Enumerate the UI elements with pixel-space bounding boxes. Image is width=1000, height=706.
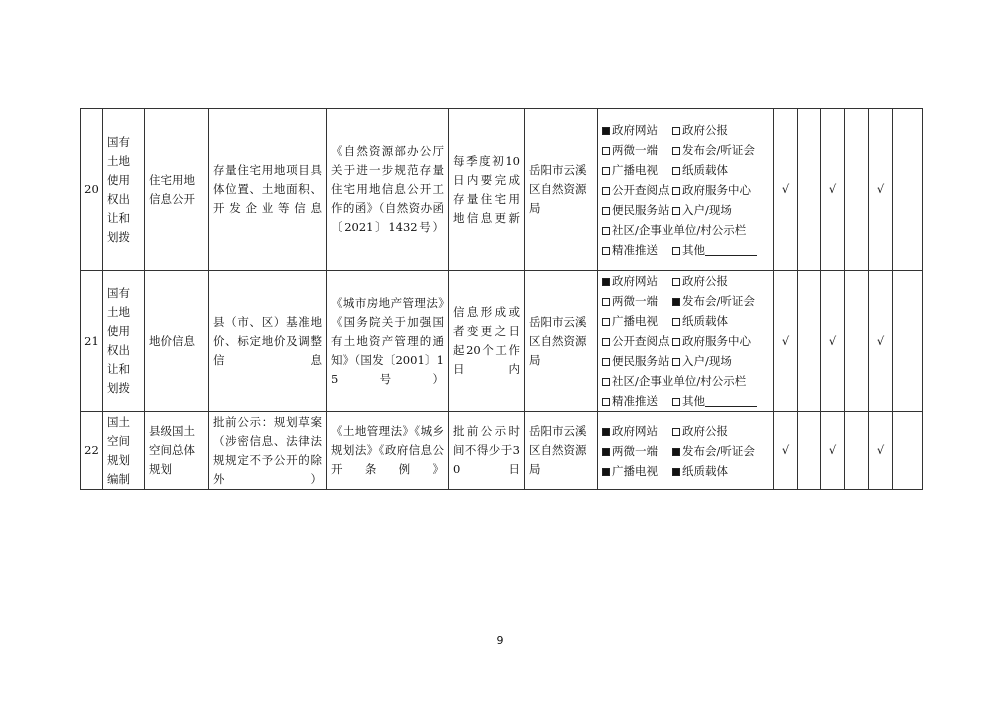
channel-line: [602, 291, 769, 311]
channel-line: [602, 140, 769, 160]
unchecked-box-icon: [602, 378, 610, 386]
channel-line: [602, 271, 769, 291]
channel-option: [602, 421, 672, 441]
channel-line: [602, 220, 769, 240]
channel-option: [602, 140, 672, 160]
channel-option: [672, 441, 755, 461]
checkmark-cell: [821, 109, 845, 271]
category-cell: [103, 109, 145, 271]
unchecked-box-icon: [602, 318, 610, 326]
unchecked-box-icon: [672, 358, 680, 366]
fill-in-blank: [705, 243, 757, 256]
channel-option: [602, 160, 672, 180]
row-number-text: 21: [84, 333, 99, 348]
channel-option-label: 两微一端: [612, 294, 658, 308]
row-number: [81, 412, 103, 490]
item-cell: [145, 109, 209, 271]
channel-option-label: 入户/现场: [682, 354, 732, 368]
basis-cell-text: 《土地管理法》《城乡规划法》《政府信息公开条例》: [331, 424, 444, 476]
unchecked-box-icon: [672, 318, 680, 326]
agency-cell-text: 岳阳市云溪区自然资源局: [529, 424, 587, 476]
agency-cell-text: 岳阳市云溪区自然资源局: [529, 163, 587, 215]
unchecked-box-icon: [602, 207, 610, 215]
channel-option: [602, 311, 672, 331]
channel-line: [602, 160, 769, 180]
channel-line: [602, 391, 769, 411]
channel-option: [672, 140, 755, 160]
channel-cell: [598, 271, 774, 412]
channel-option-label: 广播电视: [612, 162, 658, 177]
item-cell-text: 县级国土空间总体规划: [149, 424, 195, 476]
channel-option-label: 纸质载体: [682, 314, 728, 328]
basis-cell-text: 《城市房地产管理法》《国务院关于加强国有土地资产管理的通知》（国发〔2001〕15号）: [331, 295, 444, 386]
channel-line: [602, 351, 769, 371]
channel-option-label: 广播电视: [612, 463, 658, 478]
content-cell: [209, 271, 327, 412]
content-cell: [209, 412, 327, 490]
channel-option-label: 政府网站: [612, 423, 658, 438]
channel-line: [602, 200, 769, 220]
category-cell: [103, 412, 145, 490]
checkmark-cell: [845, 109, 869, 271]
channel-option-label: 社区/企事业单位/村公示栏: [612, 222, 747, 237]
checkmark-cell-text: √: [876, 333, 885, 348]
unchecked-box-icon: [602, 187, 610, 195]
channel-line: [602, 180, 769, 200]
time-limit-cell-text: 每季度初10日内要完成存量住宅用地信息更新: [453, 153, 520, 225]
checkmark-cell: [893, 412, 923, 490]
fill-in-blank: [705, 394, 757, 407]
unchecked-box-icon: [672, 187, 680, 195]
checked-box-icon: [602, 127, 610, 135]
page-number: 9: [496, 634, 504, 647]
channel-option-label: 发布会/听证会: [682, 443, 755, 458]
channel-line: [602, 311, 769, 331]
checkmark-cell: [821, 412, 845, 490]
channel-option: [602, 180, 672, 200]
checkmark-cell: [821, 271, 845, 412]
category-cell-text: 国有土地使用权出让和划拨: [107, 134, 130, 244]
channel-line: [602, 331, 769, 351]
channel-option-label: 政府公报: [682, 274, 728, 288]
checkmark-cell: [774, 109, 798, 271]
unchecked-box-icon: [602, 247, 610, 255]
unchecked-box-icon: [602, 338, 610, 346]
channel-option-label: 便民服务站: [612, 354, 670, 368]
checkmark-cell-text: √: [876, 443, 885, 457]
channel-option: [602, 240, 672, 260]
channel-line: [602, 421, 769, 441]
item-cell: [145, 271, 209, 412]
row-number: [81, 271, 103, 412]
checked-box-icon: [672, 468, 680, 476]
checkmark-cell-text: √: [781, 333, 790, 348]
channel-option: [602, 200, 672, 220]
channel-option: [602, 291, 672, 311]
checked-box-icon: [602, 448, 610, 456]
channel-option: [672, 160, 742, 180]
checkmark-cell: [798, 271, 821, 412]
channel-line: [602, 371, 769, 391]
channel-option-label: 政府网站: [612, 122, 658, 137]
channel-option: [672, 331, 751, 351]
channel-option: [672, 240, 742, 260]
agency-cell: [525, 412, 598, 490]
time-limit-cell-text: 信息形成或者变更之日起20个工作日内: [453, 305, 520, 376]
unchecked-box-icon: [672, 247, 680, 255]
unchecked-box-icon: [602, 298, 610, 306]
unchecked-box-icon: [602, 398, 610, 406]
content-cell-text: 存量住宅用地项目具体位置、土地面积、开发企业等信息: [213, 163, 322, 215]
channel-option-label: 政府网站: [612, 274, 658, 288]
channel-option: [602, 271, 672, 291]
channel-option-label: 纸质载体: [682, 162, 728, 177]
content-cell: [209, 109, 327, 271]
disclosure-table: [80, 108, 923, 490]
channel-option-label: 社区/企事业单位/村公示栏: [612, 374, 747, 388]
time-limit-cell: [449, 271, 525, 412]
unchecked-box-icon: [672, 127, 680, 135]
unchecked-box-icon: [672, 428, 680, 436]
table-row: [81, 412, 923, 490]
time-limit-cell-text: 批前公示时间不得少于30日: [453, 424, 520, 476]
channel-option: [602, 441, 672, 461]
category-cell-text: 国有土地使用权出让和划拨: [107, 286, 130, 395]
unchecked-box-icon: [672, 207, 680, 215]
channel-option: [672, 200, 742, 220]
channel-option: [602, 461, 672, 481]
channel-option-label: 广播电视: [612, 314, 658, 328]
row-number: [81, 109, 103, 271]
channel-option-label: 政府服务中心: [682, 334, 751, 348]
checkmark-cell: [845, 412, 869, 490]
channel-option-label: 精准推送: [612, 242, 658, 257]
checkmark-cell: [798, 109, 821, 271]
agency-cell-text: 岳阳市云溪区自然资源局: [529, 314, 587, 367]
channel-option: [602, 351, 672, 371]
basis-cell: [327, 109, 449, 271]
category-cell-text: 国土空间规划编制: [107, 414, 130, 486]
unchecked-box-icon: [602, 358, 610, 366]
unchecked-box-icon: [672, 338, 680, 346]
checkmark-cell: [774, 412, 798, 490]
channel-option-label: 政府服务中心: [682, 182, 751, 197]
checkmark-cell-text: √: [781, 443, 790, 457]
checked-box-icon: [602, 468, 610, 476]
channel-option-label: 入户/现场: [682, 202, 732, 217]
checkmark-cell-text: √: [828, 333, 837, 348]
checkmark-cell: [798, 412, 821, 490]
checkmark-cell-text: √: [828, 182, 837, 196]
checkmark-cell-text: √: [828, 443, 837, 457]
content-cell-text: 批前公示：规划草案（涉密信息、法律法规规定不予公开的除外）: [213, 414, 322, 486]
channel-line: [602, 240, 769, 260]
checked-box-icon: [672, 298, 680, 306]
basis-cell: [327, 412, 449, 490]
unchecked-box-icon: [672, 278, 680, 286]
category-cell: [103, 271, 145, 412]
table-body: [81, 109, 923, 490]
unchecked-box-icon: [602, 147, 610, 155]
checkmark-cell: [893, 271, 923, 412]
checkmark-cell: [774, 271, 798, 412]
channel-option-label: 公开查阅点: [612, 334, 670, 348]
checkmark-cell: [893, 109, 923, 271]
unchecked-box-icon: [672, 398, 680, 406]
item-cell-text: 住宅用地信息公开: [149, 172, 195, 206]
item-cell: [145, 412, 209, 490]
checkmark-cell-text: √: [781, 182, 790, 196]
checkmark-cell-text: √: [876, 182, 885, 196]
checked-box-icon: [672, 448, 680, 456]
row-number-text: 22: [84, 443, 99, 457]
channel-option-label: 其他: [682, 242, 705, 257]
checkmark-cell: [869, 412, 893, 490]
channel-option-label: 公开查阅点: [612, 182, 670, 197]
checkmark-cell: [869, 109, 893, 271]
unchecked-box-icon: [602, 167, 610, 175]
channel-line: [602, 120, 769, 140]
channel-option: [672, 351, 742, 371]
channel-option: [602, 391, 672, 411]
agency-cell: [525, 271, 598, 412]
channel-option-label: 便民服务站: [612, 202, 670, 217]
channel-option: [672, 291, 755, 311]
table-row: [81, 109, 923, 271]
channel-option-label: 其他: [682, 394, 705, 408]
checkmark-cell: [869, 271, 893, 412]
channel-option-label: 两微一端: [612, 443, 658, 458]
channel-option: [602, 331, 672, 351]
channel-option: [672, 120, 742, 140]
channel-line: [602, 461, 769, 481]
unchecked-box-icon: [672, 147, 680, 155]
channel-option: [672, 311, 742, 331]
channel-option-label: 两微一端: [612, 142, 658, 157]
channel-option: [602, 220, 746, 240]
checked-box-icon: [602, 428, 610, 436]
channel-option-label: 政府公报: [682, 122, 728, 137]
channel-option-label: 纸质载体: [682, 463, 728, 478]
basis-cell: [327, 271, 449, 412]
agency-cell: [525, 109, 598, 271]
item-cell-text: 地价信息: [149, 333, 195, 348]
channel-option-label: 发布会/听证会: [682, 294, 755, 308]
channel-option: [602, 371, 746, 391]
channel-option-label: 发布会/听证会: [682, 142, 755, 157]
checked-box-icon: [602, 278, 610, 286]
channel-option: [672, 391, 742, 411]
channel-option: [672, 271, 742, 291]
channel-cell: [598, 109, 774, 271]
time-limit-cell: [449, 412, 525, 490]
table-row: [81, 271, 923, 412]
channel-option: [602, 120, 672, 140]
channel-option: [672, 180, 751, 200]
channel-option: [672, 421, 742, 441]
checkmark-cell: [845, 271, 869, 412]
channel-option-label: 政府公报: [682, 423, 728, 438]
channel-cell: [598, 412, 774, 490]
channel-option: [672, 461, 742, 481]
unchecked-box-icon: [602, 227, 610, 235]
channel-line: [602, 441, 769, 461]
channel-option-label: 精准推送: [612, 394, 658, 408]
row-number-text: 20: [84, 182, 99, 196]
time-limit-cell: [449, 109, 525, 271]
unchecked-box-icon: [672, 167, 680, 175]
content-cell-text: 县（市、区）基准地价、标定地价及调整信息: [213, 314, 322, 367]
basis-cell-text: 《自然资源部办公厅关于进一步规范存量住宅用地信息公开工作的函》（自然资办函〔2021〕1432号）: [331, 144, 444, 234]
